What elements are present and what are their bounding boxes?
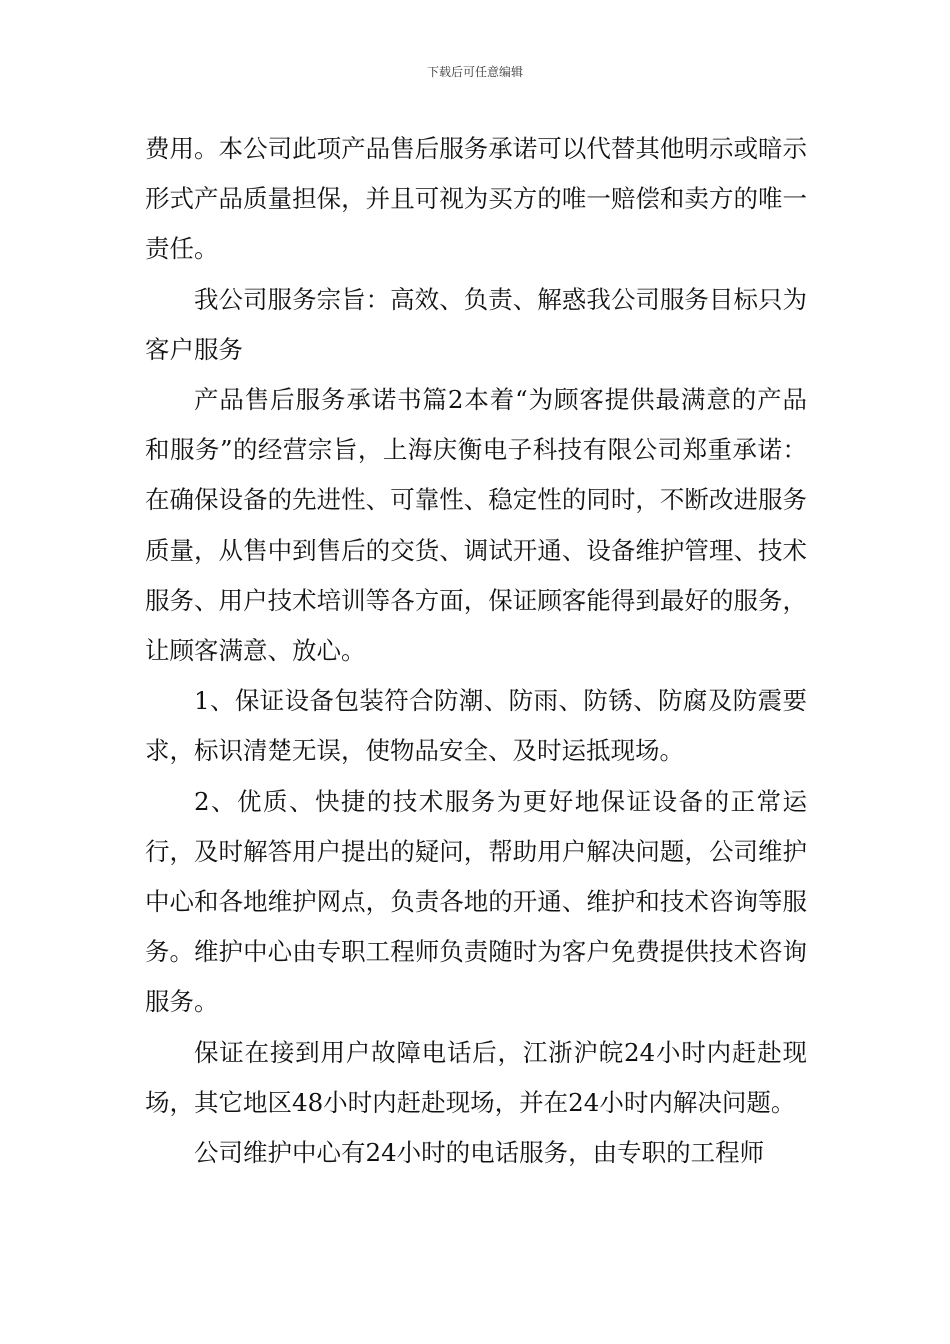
page-header: 下载后可任意编辑 — [426, 65, 523, 79]
paragraph-hotline: 公司维护中心有24小时的电话服务，由专职的工程师 — [194, 1138, 765, 1168]
paragraph-service-purpose: 我公司服务宗旨：高效、负责、解惑我公司服务目标只为客户服务 — [145, 284, 807, 364]
paragraph-commitment-intro: 产品售后服务承诺书篇2本着“为顾客提供最满意的产品和服务”的经营宗旨，上海庆衡电子科技有限公司郑重承诺：在确保设备的先进性、可靠性、稳定性的同时，不断改进服务质量，从售中到售后的交货、调试开通、设备维护管理、技术服务、用户技术培训等各方面，保证顾客能得到最好的服务，让顾客满意、放心。 — [145, 385, 807, 666]
paragraph-item-1: 1、保证设备包装符合防潮、防雨、防锈、防腐及防震要求，标识清楚无误，使物品安全、及时运抵现场。 — [145, 686, 807, 766]
paragraph-response-time: 保证在接到用户故障电话后，江浙沪皖24小时内赶赴现场，其它地区48小时内赶赴现场，并在24小时内解决问题。 — [145, 1037, 807, 1117]
paragraph-item-2: 2、优质、快捷的技术服务为更好地保证设备的正常运行，及时解答用户提出的疑问，帮助用户解决问题，公司维护中心和各地维护网点，负责各地的开通、维护和技术咨询等服务。维护中心由专职工程师负责随时为客户免费提供技术咨询服务。 — [145, 786, 807, 1017]
paragraph-continuation: 费用。本公司此项产品售后服务承诺可以代替其他明示或暗示形式产品质量担保，并且可视为买方的唯一赔偿和卖方的唯一责任。 — [145, 134, 807, 264]
document-body — [145, 124, 807, 1178]
